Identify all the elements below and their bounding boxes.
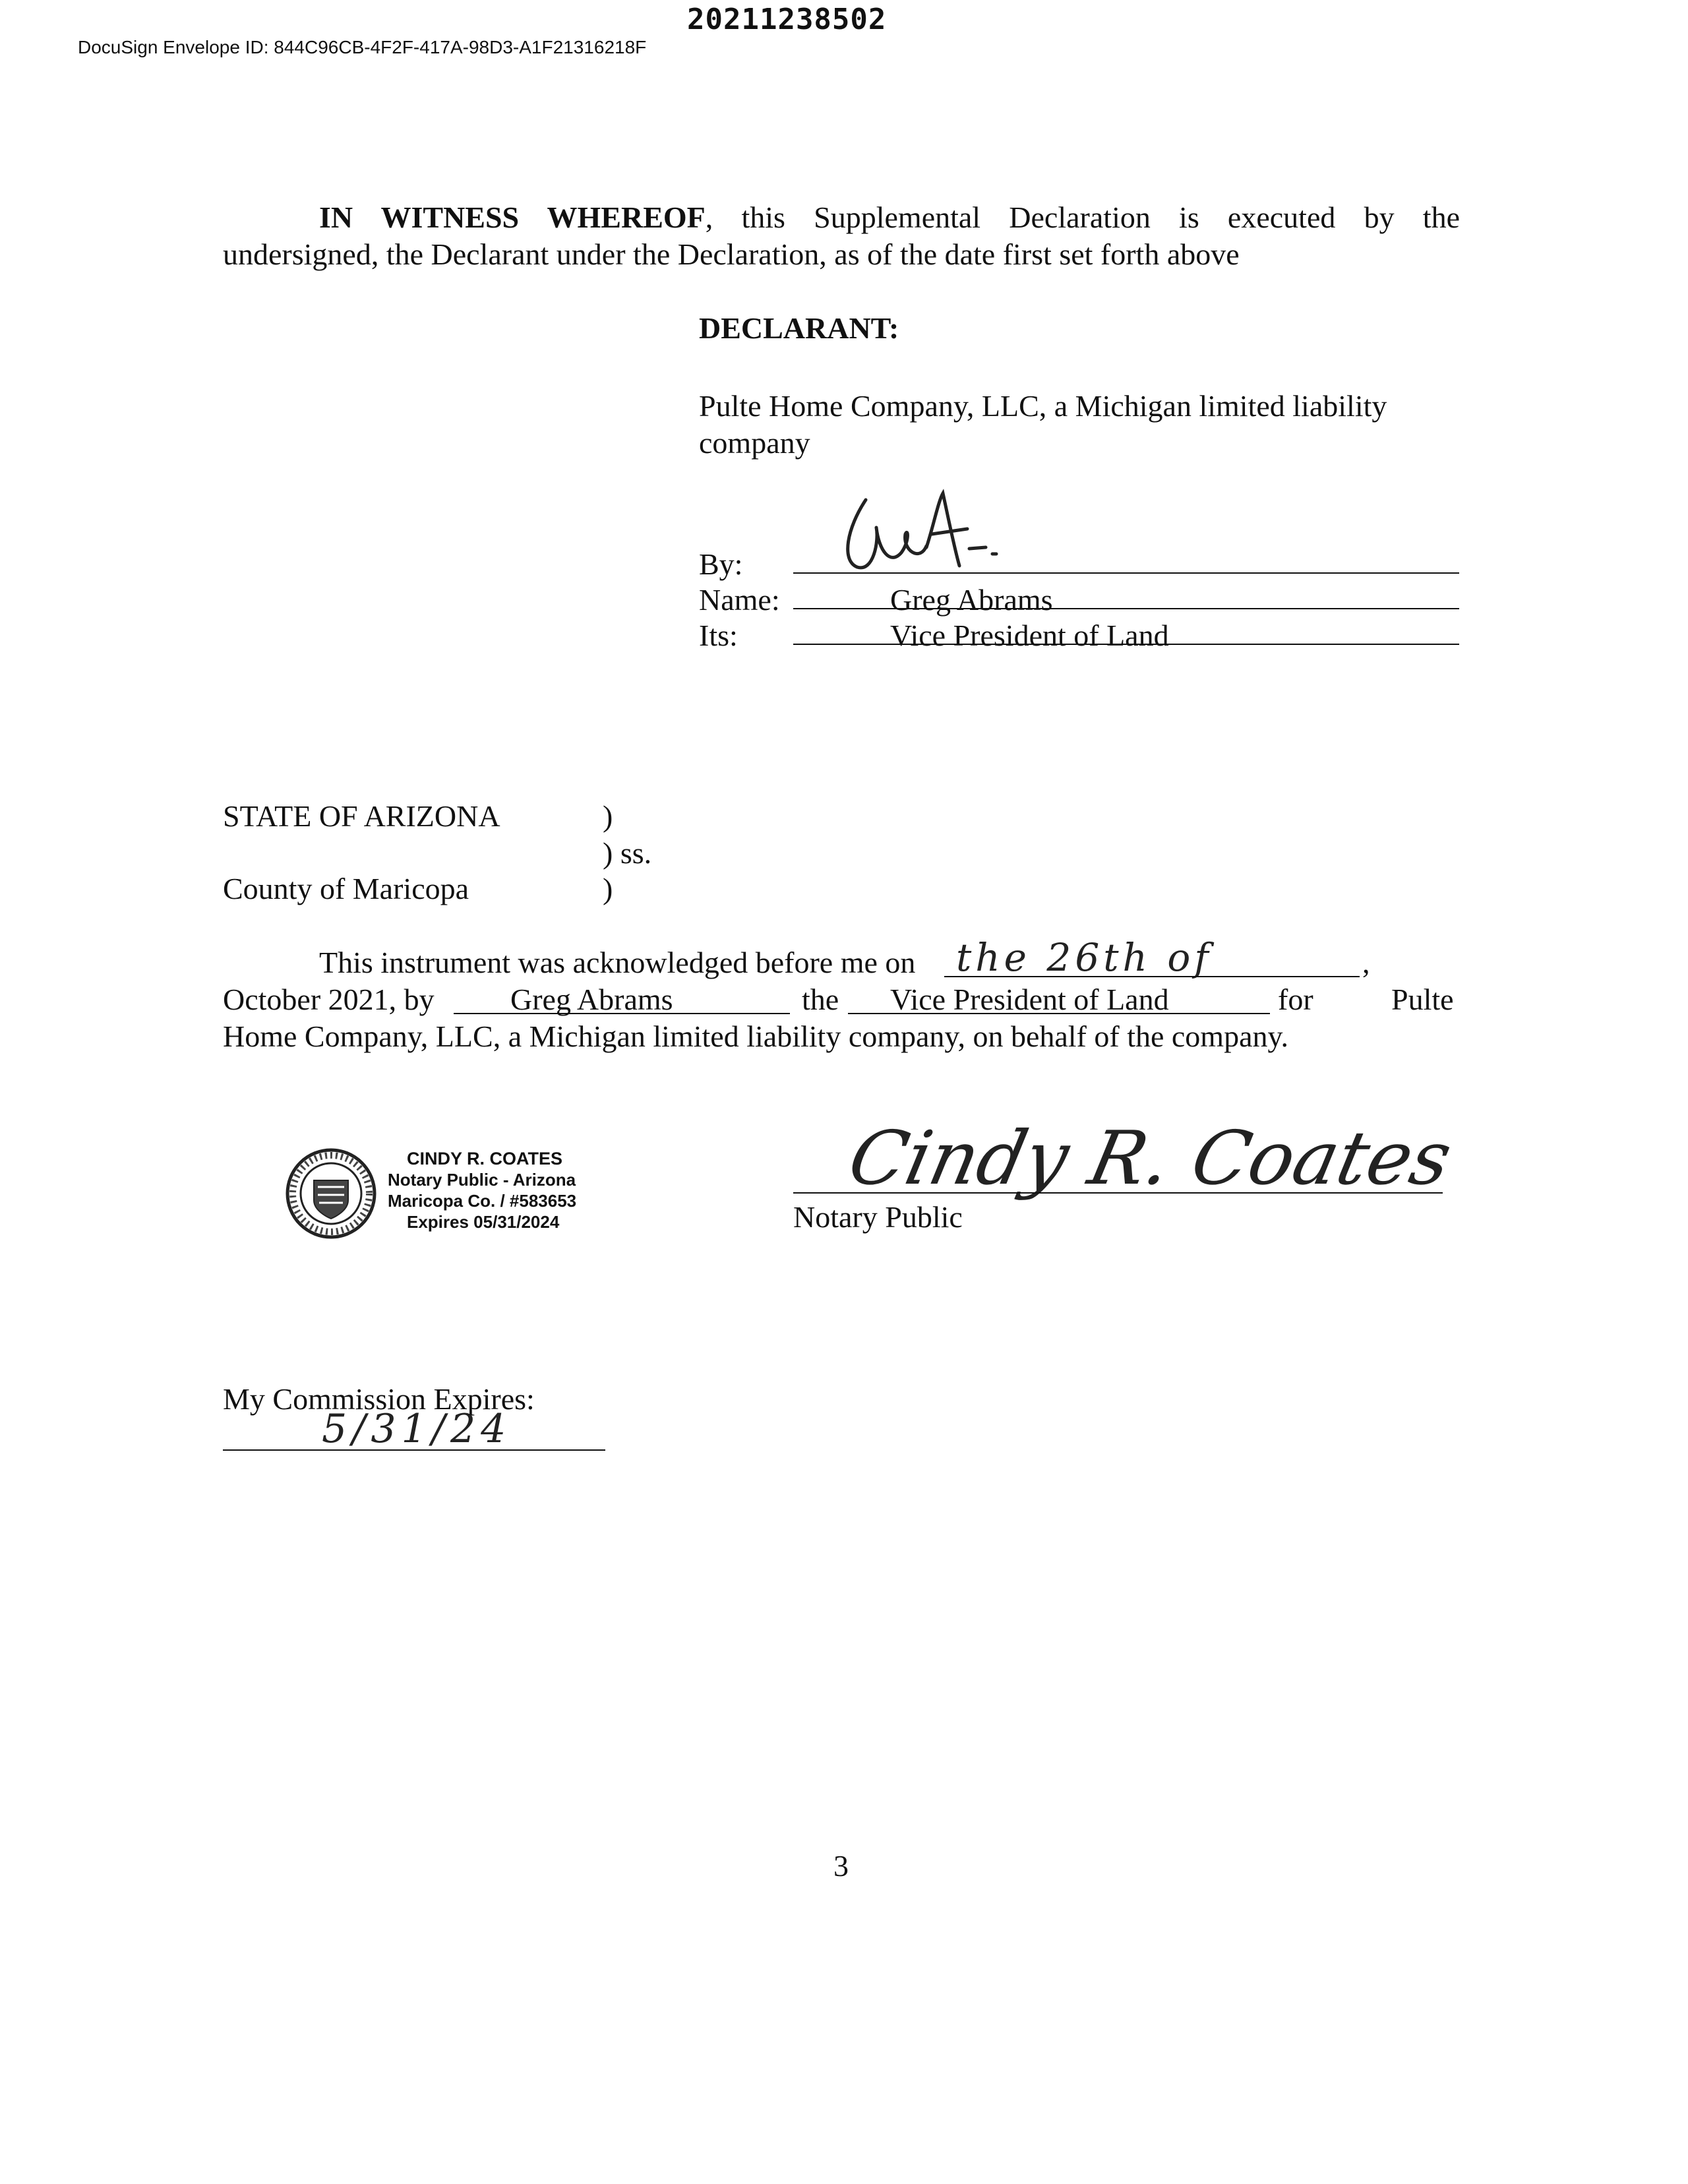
name-line [793,608,1459,609]
ack-comma: , [1362,946,1370,979]
by-signature-line [793,572,1459,574]
docusign-envelope-id: DocuSign Envelope ID: 844C96CB-4F2F-417A-98D3-A1F21316218F [78,37,647,57]
by-label: By: [699,547,743,581]
witness-line-2: undersigned, the Declarant under the Declaration, as of the date first set forth above [223,237,1240,271]
ack-company-start: Pulte [1391,983,1454,1016]
seal-line-4: Expires 05/31/2024 [407,1212,560,1232]
notary-signature-line [793,1192,1443,1194]
its-line [793,644,1459,645]
page-number: 3 [833,1849,849,1883]
commission-label: My Commission Expires: [223,1382,535,1416]
ack-signer-line [454,1013,790,1014]
ack-date-line [944,976,1360,977]
notary-seal-emblem [285,1147,377,1240]
seal-name: CINDY R. COATES [407,1149,563,1168]
name-label: Name: [699,583,780,617]
ack-for: for [1278,983,1313,1016]
venue-county: County of Maricopa [223,872,469,905]
name-value: Greg Abrams [890,583,1053,617]
venue-paren-2: ) [603,872,613,905]
ack-the: the [802,983,839,1016]
declarant-heading: DECLARANT: [699,311,899,345]
ack-line-1: This instrument was acknowledged before me on [319,946,916,979]
notary-signature: Cindy R. Coates [841,1116,1459,1201]
ack-title: Vice President of Land [890,983,1169,1016]
seal-line-3: Maricopa Co. / #583653 [388,1191,577,1211]
venue-ss: ) ss. [603,836,652,870]
notary-public-label: Notary Public [793,1200,963,1234]
recording-number: 20211238502 [687,3,887,36]
ack-date-prefix: October 2021, by [223,983,435,1016]
witness-lead: IN WITNESS WHEREOF [319,200,706,234]
witness-line-1 [319,199,1460,236]
ack-handwritten-date: the 26th of [956,935,1213,980]
commission-date-line [223,1449,605,1451]
its-value: Vice President of Land [890,619,1169,652]
venue-paren-1: ) [603,799,613,833]
company-line-2: company [699,426,810,460]
ack-signer: Greg Abrams [510,983,673,1016]
ack-title-line [848,1013,1270,1014]
seal-line-2: Notary Public - Arizona [388,1170,576,1190]
company-line-1: Pulte Home Company, LLC, a Michigan limited liability [699,389,1387,423]
commission-date: 5/31/24 [322,1406,512,1452]
witness-line1-rest: , this Supplemental Declaration is executed by the [705,200,1460,234]
venue-state: STATE OF ARIZONA [223,799,500,833]
its-label: Its: [699,619,738,652]
ack-line-3: Home Company, LLC, a Michigan limited liability company, on behalf of the company. [223,1019,1289,1053]
